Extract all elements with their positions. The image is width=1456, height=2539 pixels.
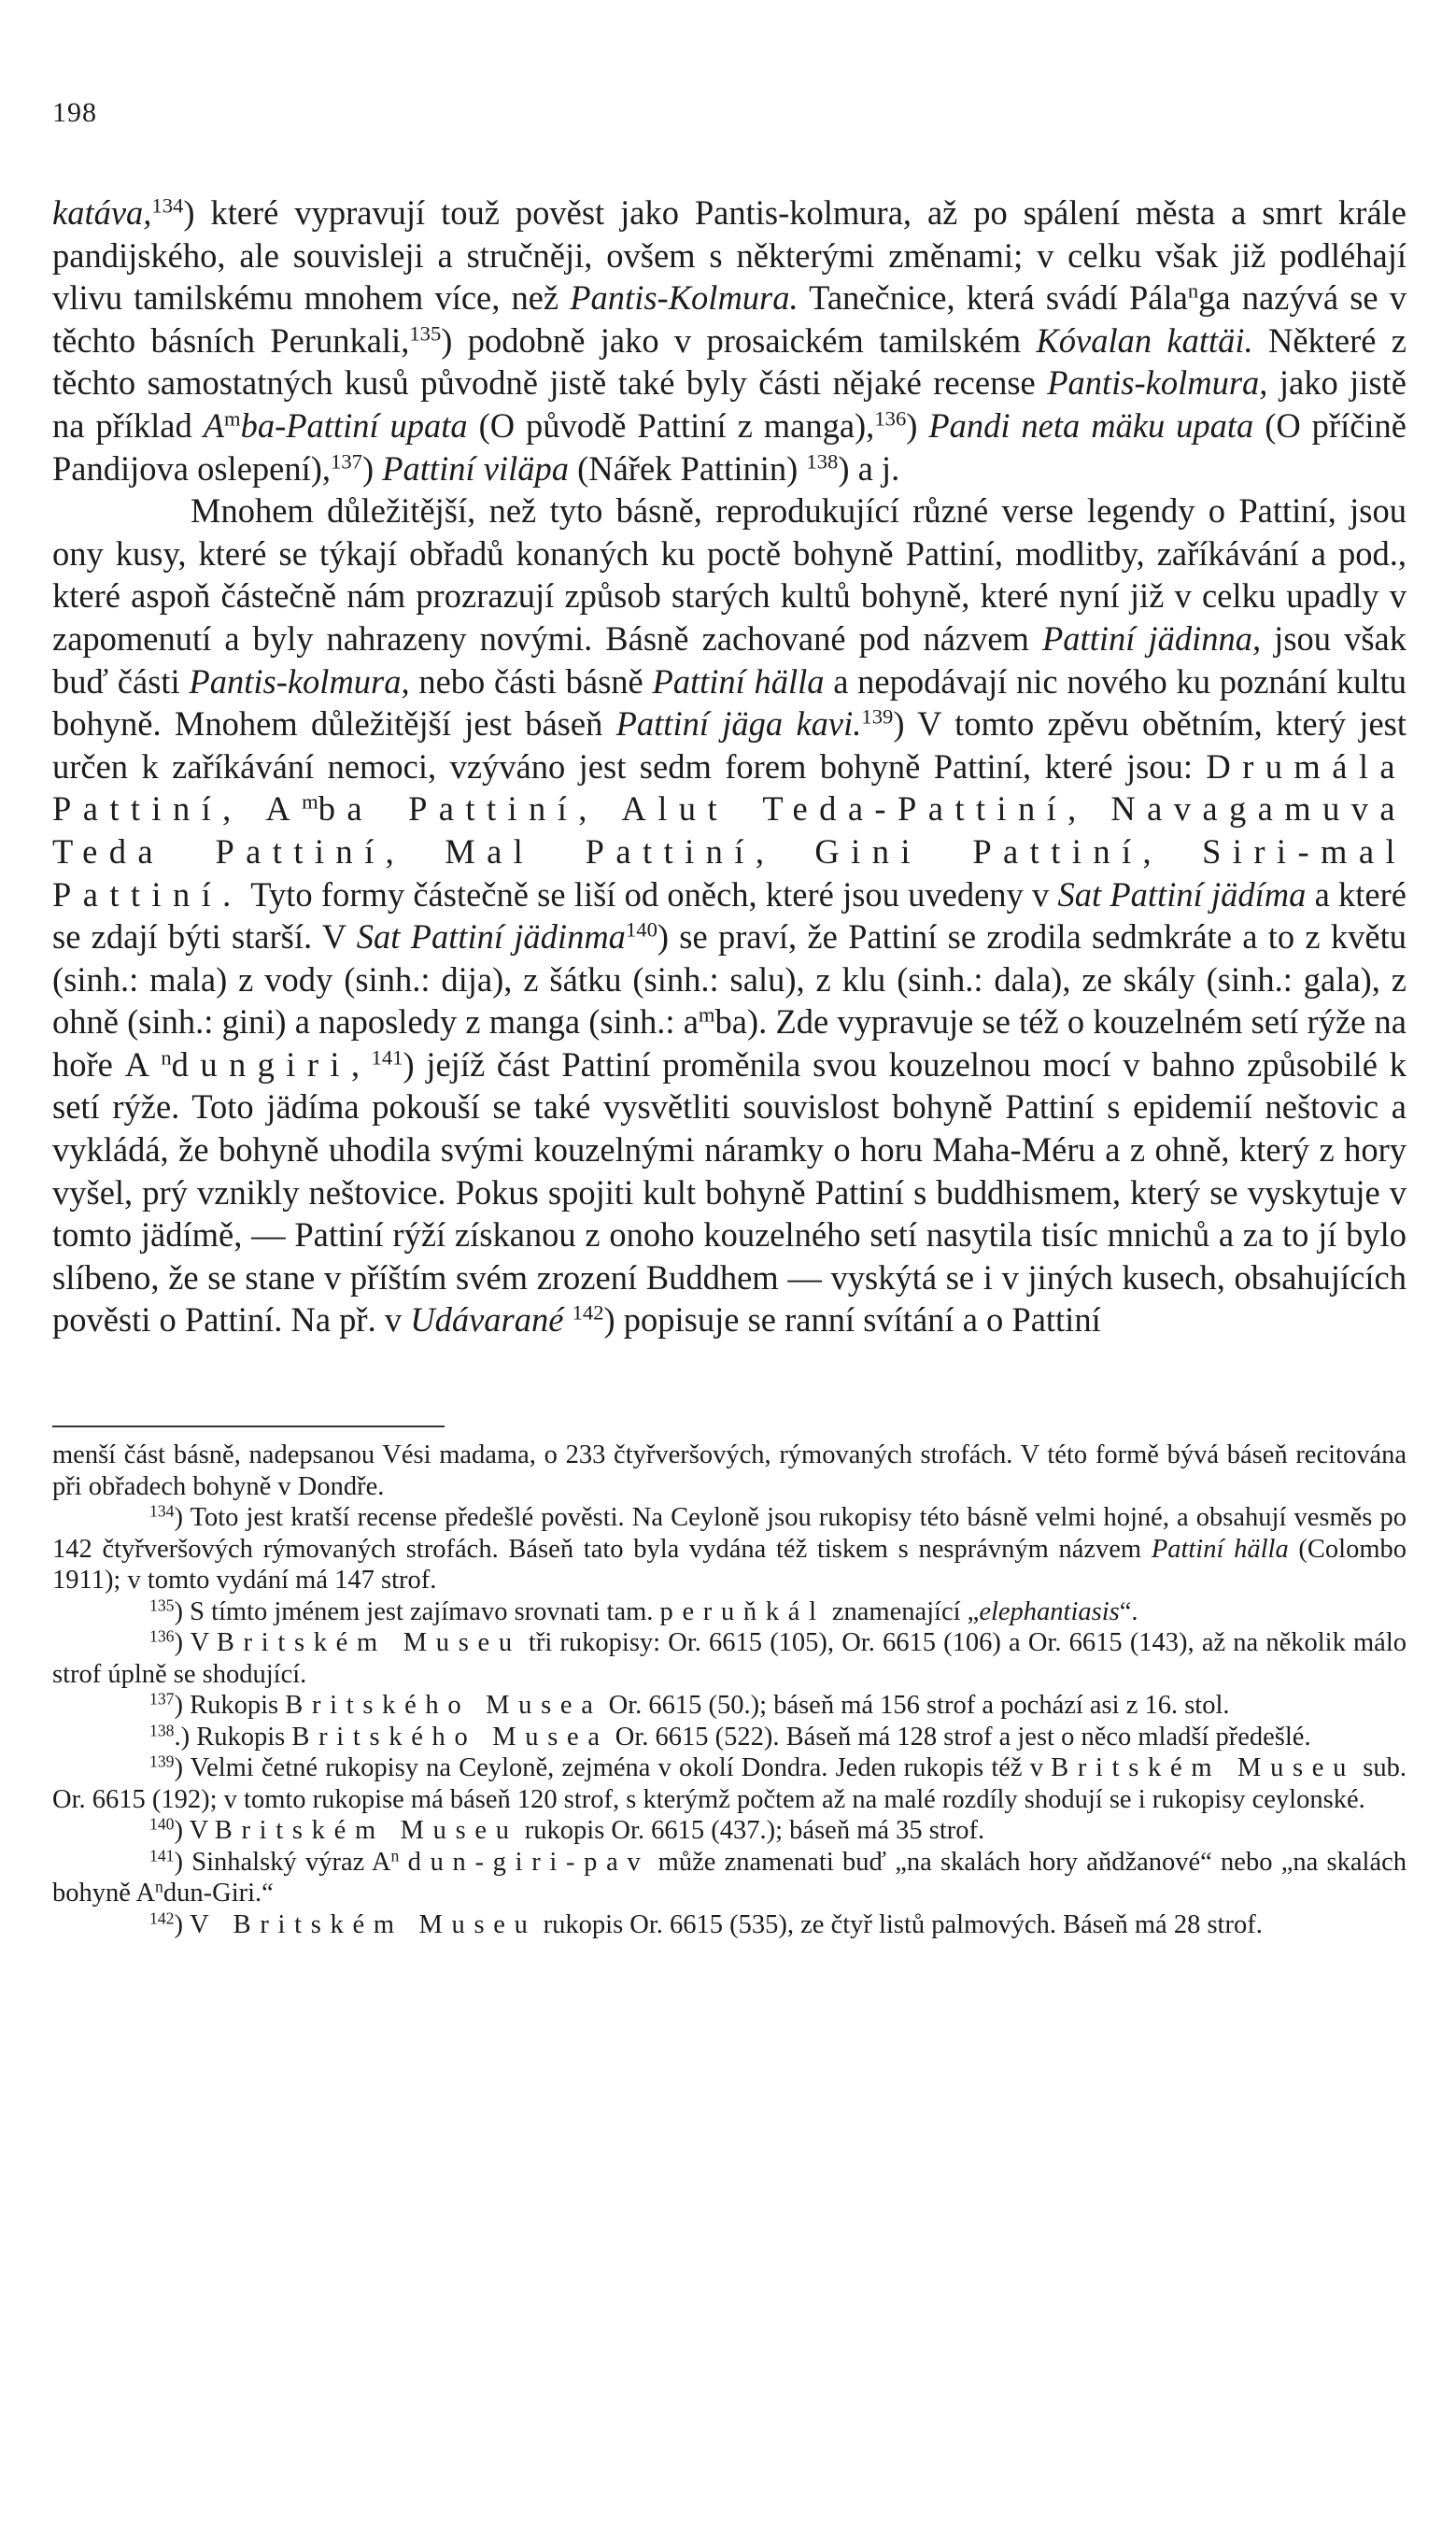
footnote-fn141: [52, 1847, 1407, 1909]
text-run: a které se zdají býti starší. V: [52, 874, 1407, 957]
italic-title: Kóvalan kattäi.: [1036, 320, 1253, 360]
text-run: ): [906, 405, 929, 445]
text-run: ) a j.: [838, 448, 900, 488]
superscript-mark: 142: [572, 1301, 604, 1325]
italic-title: Pattiní hälla: [1151, 1534, 1289, 1564]
superscript-mark: 140: [149, 1814, 175, 1834]
text-run: Or. 6615 (50.); báseň má 156 strof a pochází asi z 16. stol.: [601, 1691, 1230, 1720]
text-run: nebo části básně: [409, 661, 653, 701]
text-run: dun-Giri.“: [163, 1879, 274, 1908]
text-run: ) Toto jest kratší recense předešlé pověsti. Na Ceyloně jsou rukopisy této básně velmi hojné, a obsahují vesměs po 142 čtyřveršových rýmovaných strofách. Báseň tato byla vydána též tiskem s nesprávným názvem: [52, 1503, 1407, 1564]
text-run: ): [361, 448, 383, 488]
text-run: [563, 1300, 572, 1339]
italic-title: Pantis-kolmura,: [189, 661, 410, 701]
text-run: tři rukopisy: Or. 6615 (105), Or. 6615 (106) a Or. 6615 (143), až na několik málo strof úplně se shodující.: [52, 1628, 1407, 1689]
text-run: jako jistě na příklad: [52, 363, 1407, 445]
superscript-mark: n: [155, 1877, 163, 1896]
text-run: ) Sinhalský výraz A: [174, 1847, 391, 1877]
spaced-emphasis: Britském Museu: [214, 1816, 518, 1845]
text-run: rukopis Or. 6615 (535), ze čtyř listů palmových. Báseň má 28 strof.: [536, 1909, 1263, 1939]
text-run: (Colombo 1911); v tomto vydání má 147 strof.: [52, 1534, 1407, 1595]
text-run: ba). Zde vypravuje se též o kouzelném setí rýže na hoře: [52, 1002, 1407, 1084]
superscript-mark: m: [223, 406, 241, 431]
spaced-emphasis: A: [265, 789, 303, 829]
superscript-mark: m: [302, 789, 318, 814]
footnote-fn135: [52, 1596, 1407, 1628]
spaced-emphasis: Britském Museu: [1051, 1753, 1356, 1782]
superscript-mark: 138: [149, 1720, 175, 1739]
text-run: [599, 789, 622, 828]
text-run: rukopis Or. 6615 (437.); báseň má 35 strof.: [517, 1816, 985, 1845]
footnote-fn140: [52, 1815, 1407, 1847]
superscript-mark: n: [1187, 278, 1199, 303]
text-run: ) V tomto zpěvu obětním, který jest určen k zaříkávání nemoci, vzýváno jest sedm forem bohyně Pattiní, které jsou:: [52, 704, 1407, 786]
italic-title: Sat Pattiní jädinma: [356, 917, 626, 957]
spaced-emphasis: Mal Pattiní,: [445, 831, 776, 871]
spaced-emphasis: ba Pattiní,: [318, 789, 599, 829]
footnote-fn-cont: [52, 1440, 1407, 1502]
text-run: [1163, 832, 1202, 871]
superscript-mark: 136: [149, 1626, 175, 1646]
italic-title: Pattiní jäga kavi.: [615, 704, 862, 744]
text-run: ) V: [174, 1628, 217, 1657]
superscript-mark: 139: [861, 704, 894, 729]
text-run: sub. Or. 6615 (192); v tomto rukopise má báseň 120 strof, s kterýmž počtem až na malé rozdíly shodují se i rukopisy ceylonské.: [52, 1753, 1407, 1814]
italic-title: Udávarané: [410, 1300, 564, 1340]
text-run: ) Rukopis: [174, 1691, 286, 1720]
text-run: ) jejíž část Pattiní proměnila svou kouzelnou mocí v bahno způsobilé k setí rýže. Toto jädíma pokouší se také vysvětliti souvislost bohyně Pattiní s epidemií neštovic a vykládá, že bohyně uhodila svými kouzelnými náramky o horu Maha-Méru a z ohně, který z hory vyšel, prý vznikly neštovice. Pokus spojiti kult bohyně Pattiní s buddhismem, který se vyskytuje v tomto jädímě, — Pattiní rýží získanou z onoho kouzelného setí nasytila tisíc mnichů a za to jí bylo slíbeno, že se stane v příštím svém zrození Buddhem — vyskýtá se i v jiných kusech, obsahujících pověsti o Pattiní. Na př. v: [52, 1044, 1407, 1340]
spaced-emphasis: Britského Musea: [291, 1722, 609, 1752]
superscript-mark: 134: [151, 193, 184, 218]
spaced-emphasis: A: [124, 1044, 162, 1084]
text-run: znamenající „: [825, 1596, 980, 1626]
text-run: [775, 832, 814, 871]
spaced-emphasis: Siri-mal Pattiní.: [52, 831, 1407, 914]
superscript-mark: 142: [149, 1908, 175, 1927]
superscript-mark: 138: [806, 449, 839, 474]
spaced-emphasis: peruňkál: [659, 1596, 826, 1626]
text-run: Or. 6615 (522). Báseň má 128 strof a jest o něco mladší předešlé.: [608, 1722, 1311, 1752]
superscript-mark: m: [698, 1002, 715, 1027]
spaced-emphasis: Britském Museu: [216, 1628, 521, 1657]
italic-title: Sat Pattiní jädíma: [1057, 874, 1307, 914]
footnote-fn139: [52, 1752, 1407, 1815]
superscript-mark: 135: [149, 1595, 175, 1614]
footnote-fn138: [52, 1722, 1407, 1753]
text-run: (Nářek Pattinin): [568, 448, 807, 488]
text-run: [1088, 789, 1111, 828]
paragraph-p2: [52, 489, 1407, 1341]
spaced-emphasis: Navagamuva Teda Pattiní,: [52, 789, 1407, 871]
text-run: Některé z těchto samostatných kusů původně jistě také byly části nějaké recense: [52, 320, 1407, 403]
text-run: ): [174, 1909, 191, 1939]
superscript-mark: n: [161, 1045, 172, 1070]
text-run: může znamenati buď „na skalách hory aňdžanové“ nebo „na skalách bohyně A: [52, 1847, 1407, 1908]
italic-title: Pandi neta mäku upata: [928, 405, 1254, 445]
footnote-fn142: [52, 1909, 1407, 1941]
italic-title: A: [203, 405, 224, 445]
footnote-fn134: [52, 1502, 1407, 1596]
paragraph-p1: [52, 191, 1407, 489]
italic-title: ba-Pattiní upata: [240, 405, 468, 445]
spaced-emphasis: Drumála Pattiní,: [52, 746, 1407, 829]
italic-title: Pattiní jädinna,: [1042, 618, 1262, 658]
footnote-rule: [52, 1426, 445, 1427]
spaced-emphasis: dungiri,: [171, 1044, 372, 1084]
text-run: [405, 832, 445, 871]
superscript-mark: 137: [331, 449, 362, 474]
text-run: (O příčině Pandijova oslepení),: [52, 405, 1407, 488]
text-run: “.: [1119, 1596, 1138, 1626]
text-run: menší část básně, nadepsanou Vési madama, o 233 čtyřveršových, rýmovaných strofách. V této formě bývá báseň recitována při obřadech bohyně v Dondře.: [52, 1440, 1407, 1501]
superscript-mark: 140: [625, 917, 657, 942]
text-run: [399, 1848, 407, 1877]
text-run: ) podobně jako v prosaickém tamilském: [441, 320, 1037, 360]
footnote-fn137: [52, 1690, 1407, 1722]
superscript-mark: 137: [149, 1689, 175, 1709]
spaced-emphasis: Gini Pattiní,: [814, 831, 1164, 871]
text-run: ) které vypravují touž pověst jako Pantis-kolmura, až po spálení města a smrt krále pandijského, ale souvisleji a stručněji, ovšem s některými změnami; v celku však již podléhají vlivu tamilskému mnohem více, než: [52, 193, 1407, 318]
italic-title: Pattiní viläpa: [382, 448, 569, 488]
superscript-mark: 134: [149, 1501, 175, 1521]
superscript-mark: 139: [149, 1752, 175, 1771]
italic-title: Pattiní hälla: [652, 661, 825, 701]
main-text: [52, 191, 1407, 1341]
page-number: 198: [52, 97, 97, 128]
text-run: (O původě Pattiní z manga),: [467, 405, 875, 445]
spaced-emphasis: dun-giri-pav: [407, 1847, 650, 1877]
text-run: ) se praví, že Pattiní se zrodila sedmkráte a to z květu (sinh.: mala) z vody (sinh.: dija), z šátku (sinh.: salu), z klu (sinh.: dala), ze skály (sinh.: gala), z ohně (sinh.: gini) a naposledy z manga (sinh.: a: [52, 917, 1407, 1042]
superscript-mark: 141: [149, 1845, 175, 1865]
italic-title: katáva,: [52, 193, 152, 232]
text-run: a nepodávají nic nového ku poznání kultu bohyně. Mnohem důležitější jest báseň: [52, 661, 1407, 744]
italic-title: elephantiasis: [979, 1596, 1120, 1626]
text-run: [243, 789, 266, 828]
superscript-mark: 141: [371, 1045, 403, 1070]
text-run: Tanečnice, která svádí Pála: [798, 278, 1188, 318]
text-run: jsou však buď části: [52, 618, 1407, 701]
footnotes: [52, 1440, 1407, 1940]
text-run: ) S tímto jménem jest zajímavo srovnati tam.: [174, 1596, 660, 1626]
text-run: ) V: [174, 1816, 215, 1845]
text-run: Tyto formy částečně se liší od oněch, které jsou uvedeny v: [242, 874, 1058, 914]
italic-title: Pantis-kolmura,: [1047, 363, 1268, 403]
spaced-emphasis: Alut Teda-Pattiní,: [621, 789, 1088, 829]
spaced-emphasis: V Britském Museu: [190, 1909, 537, 1939]
spaced-emphasis: Britského Musea: [285, 1691, 602, 1720]
text-run: Mnohem důležitější, než tyto básně, reprodukující různé verse legendy o Pattiní, jsou ony kusy, které se týkají obřadů konaných ku poctě bohyně Pattiní, modlitby, zaříkávání a pod., které aspoň částečně nám prozrazují způsob starých kultů bohyně, které nyní již v celku upadly v zapomenutí a byly nahrazeny novými. Básně zachované pod názvem: [52, 491, 1407, 658]
text-run: ) popisuje se ranní svítání a o Pattiní: [603, 1300, 1101, 1340]
text-run: ga nazývá se v těchto básních Perunkali,: [52, 278, 1407, 360]
superscript-mark: 135: [409, 321, 442, 346]
text-run: .) Rukopis: [174, 1722, 292, 1752]
footnote-fn136: [52, 1627, 1407, 1690]
superscript-mark: n: [390, 1845, 400, 1865]
superscript-mark: 136: [874, 406, 907, 431]
italic-title: Pantis-Kolmura.: [570, 278, 799, 318]
text-run: ) Velmi četné rukopisy na Ceyloně, zejména v okolí Dondra. Jeden rukopis též v: [174, 1753, 1052, 1782]
